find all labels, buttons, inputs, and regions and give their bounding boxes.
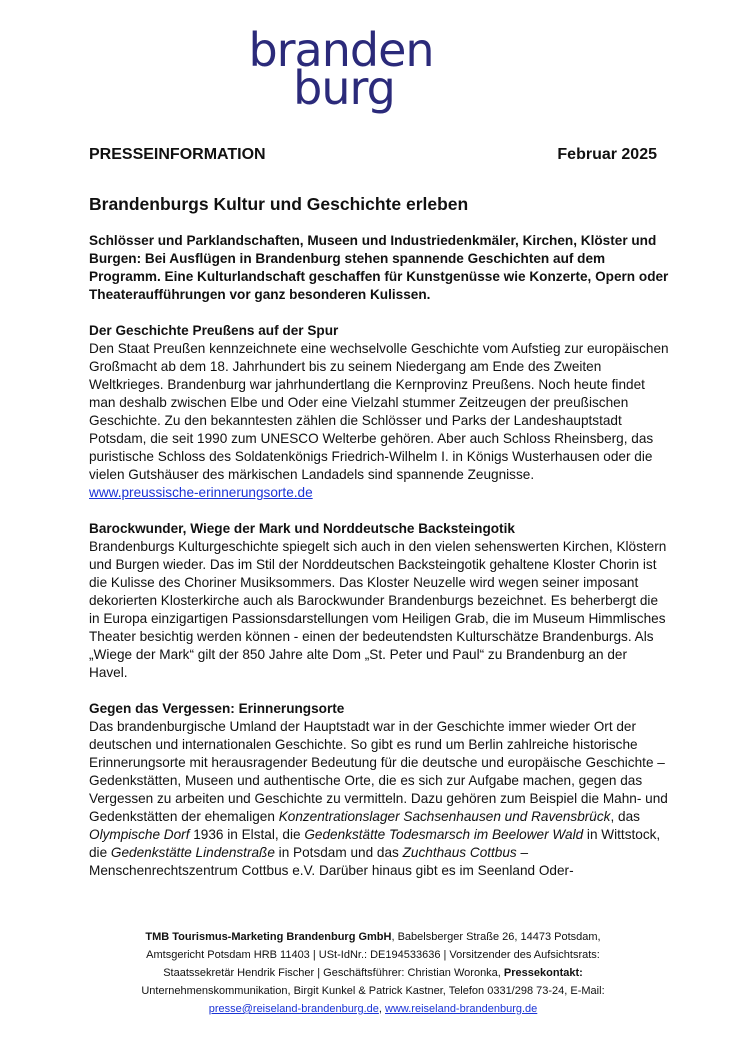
brandenburg-logo <box>246 23 436 116</box>
page-footer <box>89 928 657 1018</box>
memorial-name: Olympische Dorf <box>89 827 190 842</box>
section-title: Der Geschichte Preußens auf der Spur <box>89 323 339 338</box>
footer-press-label: Pressekontakt: <box>503 967 583 979</box>
memorial-name: Gedenkstätte Lindenstraße <box>110 845 275 860</box>
section-text <box>89 718 669 880</box>
text-run: in Potsdam und das <box>274 845 403 860</box>
logo-line-1: branden <box>248 23 434 77</box>
section-title: Gegen das Vergessen: Erinnerungsorte <box>89 701 345 716</box>
text-run: , das <box>610 809 640 824</box>
page-title: Brandenburgs Kultur und Geschichte erleben <box>89 194 469 214</box>
footer-company: TMB Tourismus-Marketing Brandenburg GmbH <box>145 931 392 943</box>
text-run: Das brandenburgische Umland der Hauptstadt war in der Geschichte immer wieder Ort der deutschen und internationalen Geschichte. So gibt es rund um Berlin zahlreiche historische Erinnerungsorte mit herausragender Bedeutung für die deutsche und europäische Geschichte – Gedenkstätten, Museen und authentische Orte, die es sich zur Aufgabe machen, gegen das Vergessen zu arbeiten und Geschichte zu vermitteln. Dazu gehören zum Beispiel die Mahn- und Gedenkstätten der ehemaligen <box>89 719 668 824</box>
footer-address: , Babelsberger Straße 26, 14473 Potsdam, <box>391 931 601 943</box>
section-baroque <box>89 520 669 682</box>
section-text: Brandenburgs Kulturgeschichte spiegelt sich auch in den vielen sehenswerten Kirchen, Klöstern und Burgen wieder. Das im Stil der Norddeutschen Backsteingotik gehaltene Kloster Chorin ist die Kulisse des Choriner Musiksommers. Das Kloster Neuzelle wird wegen seiner imposant dekorierten Klosterkirche auch als Barockwunder Brandenburgs bezeichnet. Es beherbergt die in Europa einzigartigen Passionsdarstellungen vom Heiligen Grab, die im Museum Himmlisches Theater besichtig werden können - einen der bedeutendsten Kulturschätze Brandenburgs. Als „Wiege der Mark“ gilt der 850 Jahre alte Dom „St. Peter und Paul“ zu Brandenburg an der Havel. <box>89 539 667 680</box>
memorial-name: Gedenkstätte Todesmarsch im Beelower Wald <box>304 827 584 842</box>
document-header <box>89 146 657 164</box>
text-run: 1936 in Elstal, die <box>189 827 305 842</box>
footer-website-link[interactable]: www.reiseland-brandenburg.de <box>385 1003 538 1015</box>
section-memorials <box>89 700 669 880</box>
document-body <box>89 232 669 898</box>
footer-email-link[interactable]: presse@reiseland-brandenburg.de <box>208 1003 379 1015</box>
prussia-website-link[interactable]: www.preussische-erinnerungsorte.de <box>89 485 313 500</box>
text-run: – Menschenrechtszentrum Cottbus e.V. Darüber hinaus gibt es im Seenland Oder- <box>89 845 574 878</box>
footer-separator: , <box>378 1003 386 1015</box>
footer-registry: Amtsgericht Potsdam HRB 11403 | USt-IdNr.: DE194533636 | Vorsitzender des Aufsichtsrats: <box>146 949 600 961</box>
text-run: in Wittstock, die <box>89 827 661 860</box>
document-date: Februar 2025 <box>557 146 657 163</box>
section-prussia <box>89 322 669 502</box>
section-title: Barockwunder, Wiege der Mark und Norddeutsche Backsteingotik <box>89 521 515 536</box>
lead-paragraph: Schlösser und Parklandschaften, Museen und Industriedenkmäler, Kirchen, Klöster und Burgen: Bei Ausflügen in Brandenburg stehen spannende Geschichten auf dem Programm. Eine Kulturlandschaft geschaffen für Kunstgenüsse wie Konzerte, Opern oder Theateraufführungen vor ganz besonderen Kulissen. <box>89 233 669 302</box>
footer-contact: Unternehmenskommunikation, Birgit Kunkel & Patrick Kastner, Telefon 0331/298 73-24, E-Mail: <box>141 985 605 997</box>
memorial-name: Konzentrationslager Sachsenhausen und Ravensbrück <box>278 809 611 824</box>
footer-board: Staatssekretär Hendrik Fischer | Geschäftsführer: Christian Woronka, <box>163 967 504 979</box>
document-type-label: PRESSEINFORMATION <box>89 146 266 163</box>
logo-line-2: burg <box>293 61 395 115</box>
section-text: Den Staat Preußen kennzeichnete eine wechselvolle Geschichte vom Aufstieg zur europäischen Großmacht ab dem 18. Jahrhundert bis zu seinem Niedergang am Ende des Zweiten Weltkrieges. Brandenburg war jahrhundertlang die Kernprovinz Preußens. Noch heute findet man deshalb zwischen Elbe und Oder eine Vielzahl stummer Zeitzeugen der preußischen Geschichte. Zu den bekanntesten zählen die Schlösser und Parks der Landeshauptstadt Potsdam, die seit 1990 zum UNESCO Welterbe gehören. Aber auch Schloss Rheinsberg, das puristische Schloss des Soldatenkönigs Friedrich-Wilhelm I. in Königs Wusterhausen oder die vielen Gutshäuser des märkischen Landadels sind spannende Zeugnisse. <box>89 341 669 482</box>
memorial-name: Zuchthaus Cottbus <box>402 845 517 860</box>
